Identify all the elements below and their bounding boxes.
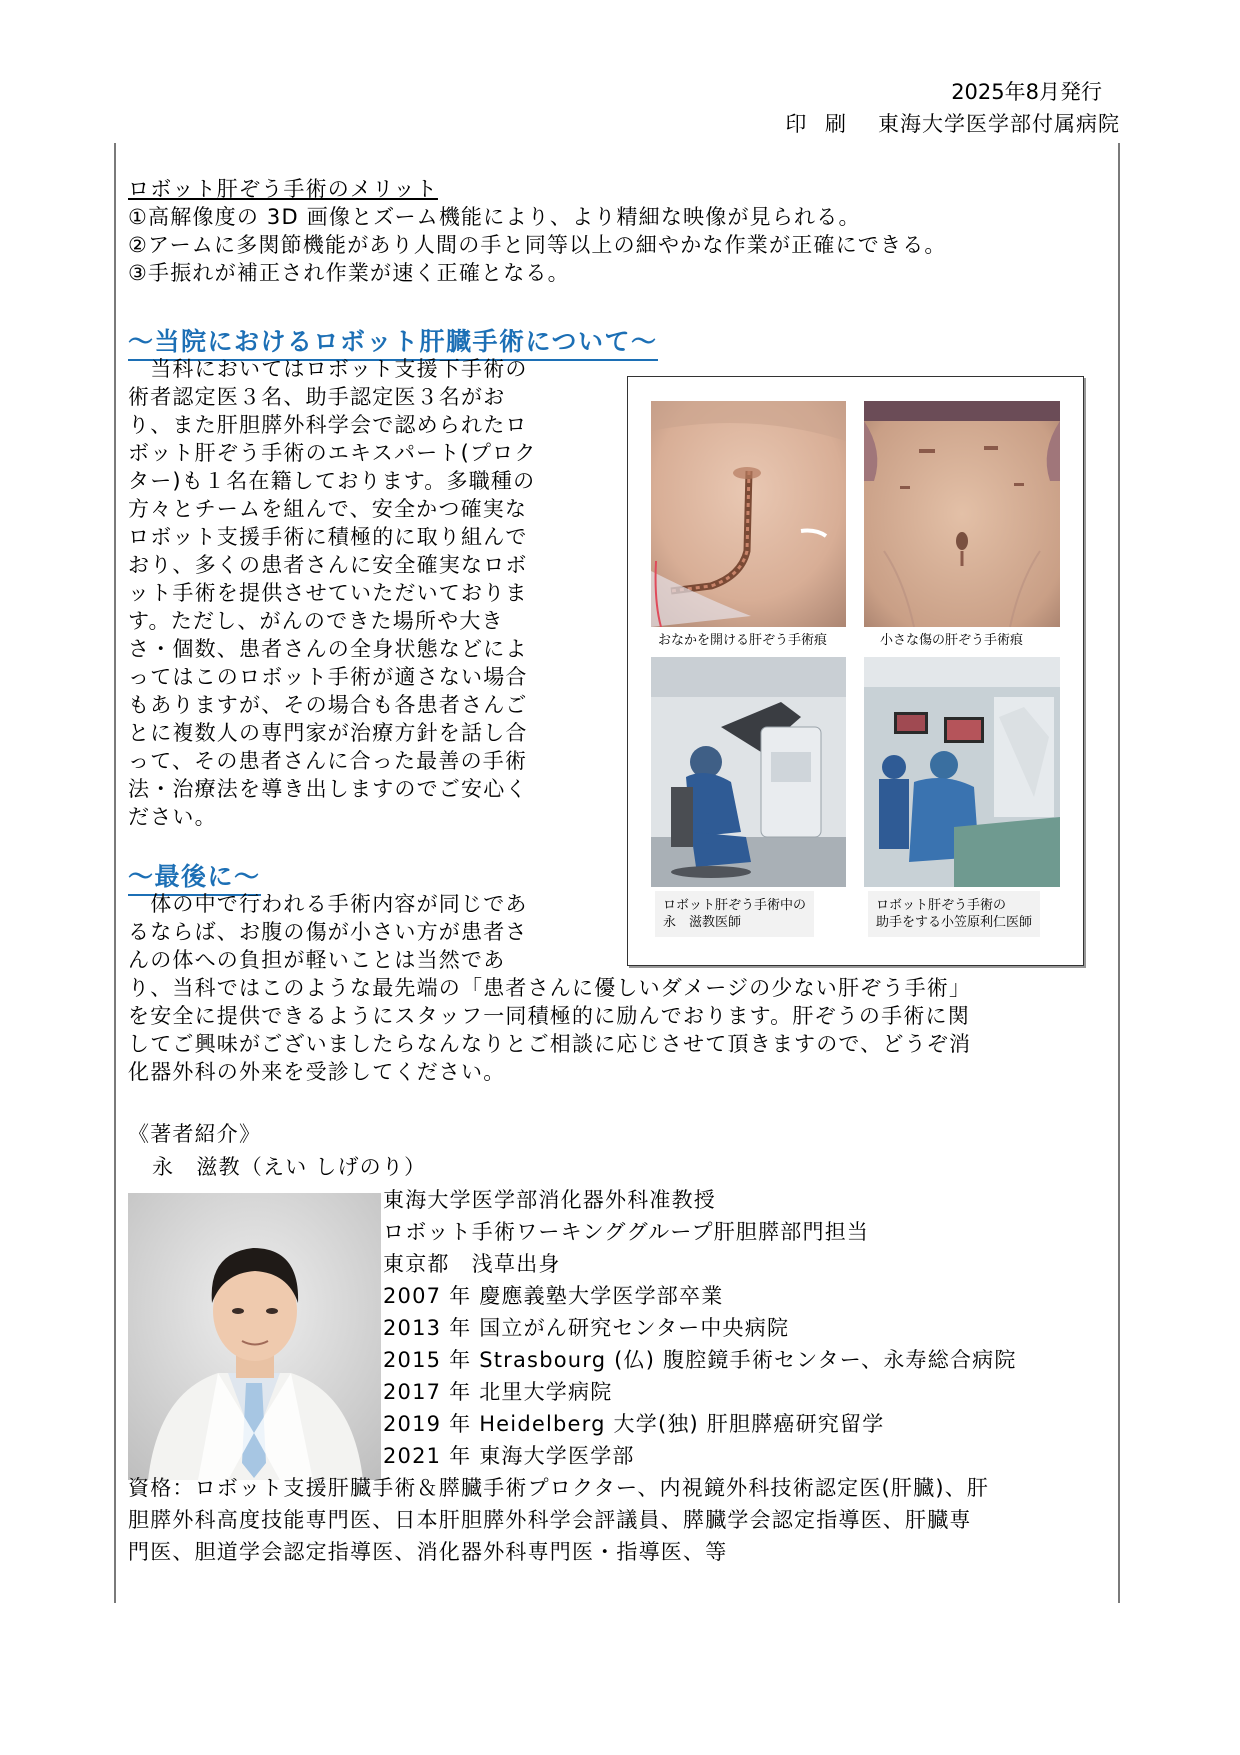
merits-title: ロボット肝ぞう手術のメリット: [128, 177, 438, 201]
bio-line: 2013 年 国立がん研究センター中央病院: [383, 1316, 790, 1340]
paragraph-line: 化器外科の外来を受診してください。: [128, 1060, 506, 1084]
section-heading-robot-surgery: ～当院におけるロボット肝臓手術について～: [128, 322, 658, 361]
small-scar-photo: [864, 401, 1060, 627]
paragraph-line: 法・治療法を導き出しますのでご安心く: [128, 777, 528, 801]
paragraph-line: おり、多くの患者さんに安全確実なロボ: [128, 553, 528, 577]
caption-assistant-line-1: ロボット肝ぞう手術の: [876, 898, 1007, 913]
paragraph-line: を安全に提供できるようにスタッフ一同積極的に励んでおります。肝ぞうの手術に関: [128, 1004, 970, 1028]
left-border-line: [114, 143, 116, 1603]
paragraph-line: ット手術を提供させていただいておりま: [128, 581, 528, 605]
paragraph-line: って、その患者さんに合った最善の手術: [128, 749, 528, 773]
paragraph-line: してご興味がございましたらなんなりとご相談に応じさせて頂きますので、どうぞ消: [128, 1032, 972, 1056]
qualification-line: 門医、胆道学会認定指導医、消化器外科専門医・指導医、等: [128, 1540, 728, 1564]
merit-item-2: ②アームに多関節機能があり人間の手と同等以上の細やかな作業が正確にできる。: [128, 233, 947, 257]
right-border-line: [1118, 143, 1120, 1603]
paragraph-line: す。ただし、がんのできた場所や大き: [128, 609, 504, 633]
assistant-surgeon-photo: [864, 657, 1060, 887]
bio-line: 2019 年 Heidelberg 大学(独) 肝胆膵癌研究留学: [383, 1412, 885, 1436]
paragraph-line: り、また肝胆膵外科学会で認められたロ: [128, 413, 528, 437]
bio-line: 2021 年 東海大学医学部: [383, 1444, 635, 1468]
issue-date: 2025年8月発行: [951, 80, 1102, 104]
author-portrait: [128, 1193, 381, 1480]
printer-name: 東海大学医学部付属病院: [878, 112, 1120, 136]
qualification-line: 資格：ロボット支援肝臓手術＆膵臓手術プロクター、内視鏡外科技術認定医(肝臓)、肝: [128, 1476, 990, 1500]
caption-surgeon-line-1: ロボット肝ぞう手術中の: [663, 898, 807, 913]
author-section-label: 《著者紹介》: [128, 1122, 262, 1146]
open-surgery-scar-photo: [651, 401, 846, 627]
author-name: 永 滋教（えい しげのり）: [152, 1155, 427, 1179]
paragraph-line: るならば、お腹の傷が小さい方が患者さ: [128, 920, 528, 944]
caption-surgeon: [655, 891, 814, 937]
paragraph-line: 当科においてはロボット支援下手術の: [128, 357, 528, 381]
paragraph-line: 術者認定医３名、助手認定医３名がお: [128, 385, 506, 409]
paragraph-line: ださい。: [128, 805, 217, 829]
section-heading-closing: ～最後に～: [128, 857, 261, 896]
bio-line: 2017 年 北里大学病院: [383, 1380, 613, 1404]
bio-line: 東京都 浅草出身: [383, 1252, 561, 1276]
paragraph-line: 方々とチームを組んで、安全かつ確実な: [128, 497, 528, 521]
merit-item-3: ③手振れが補正され作業が速く正確となる。: [128, 261, 570, 285]
paragraph-line: ボット肝ぞう手術のエキスパート(プロク: [128, 441, 537, 465]
paragraph-line: とに複数人の専門家が治療方針を話し合: [128, 721, 528, 745]
printer-line: [785, 108, 1120, 138]
bio-line: 東海大学医学部消化器外科准教授: [383, 1188, 716, 1212]
paragraph-line: ってはこのロボット手術が適さない場合: [128, 665, 528, 689]
qualification-line: 胆膵外科高度技能専門医、日本肝胆膵外科学会評議員、膵臓学会認定指導医、肝臓専: [128, 1508, 972, 1532]
photo-collage: [627, 376, 1084, 966]
paragraph-line: ロボット支援手術に積極的に取り組んで: [128, 525, 528, 549]
caption-surgeon-line-2: 永 滋教医師: [663, 915, 742, 930]
bio-line: ロボット手術ワーキンググループ肝胆膵部門担当: [383, 1220, 870, 1244]
caption-assistant-line-2: 助手をする小笠原利仁医師: [876, 915, 1033, 930]
bio-line: 2015 年 Strasbourg (仏) 腹腔鏡手術センター、永寿総合病院: [383, 1348, 1017, 1372]
paragraph-line: んの体への負担が軽いことは当然であ: [128, 948, 506, 972]
bio-line: 2007 年 慶應義塾大学医学部卒業: [383, 1284, 724, 1308]
paragraph-line: ター)も１名在籍しております。多職種の: [128, 469, 536, 493]
paragraph-line: もありますが、その場合も各患者さんご: [128, 693, 528, 717]
caption-small-scar: 小さな傷の肝ぞう手術痕: [880, 633, 1024, 648]
merit-item-1: ①高解像度の 3D 画像とズーム機能により、より精細な映像が見られる。: [128, 205, 861, 229]
print-label: 印 刷: [785, 112, 852, 136]
surgeon-console-photo: [651, 657, 846, 887]
paragraph-line: 体の中で行われる手術内容が同じであ: [128, 892, 528, 916]
caption-open-surgery: おなかを開ける肝ぞう手術痕: [658, 633, 828, 648]
paragraph-line: さ・個数、患者さんの全身状態などによ: [128, 637, 528, 661]
paragraph-line: り、当科ではこのような最先端の「患者さんに優しいダメージの少ない肝ぞう手術」: [128, 976, 972, 1000]
caption-assistant: [868, 891, 1040, 937]
